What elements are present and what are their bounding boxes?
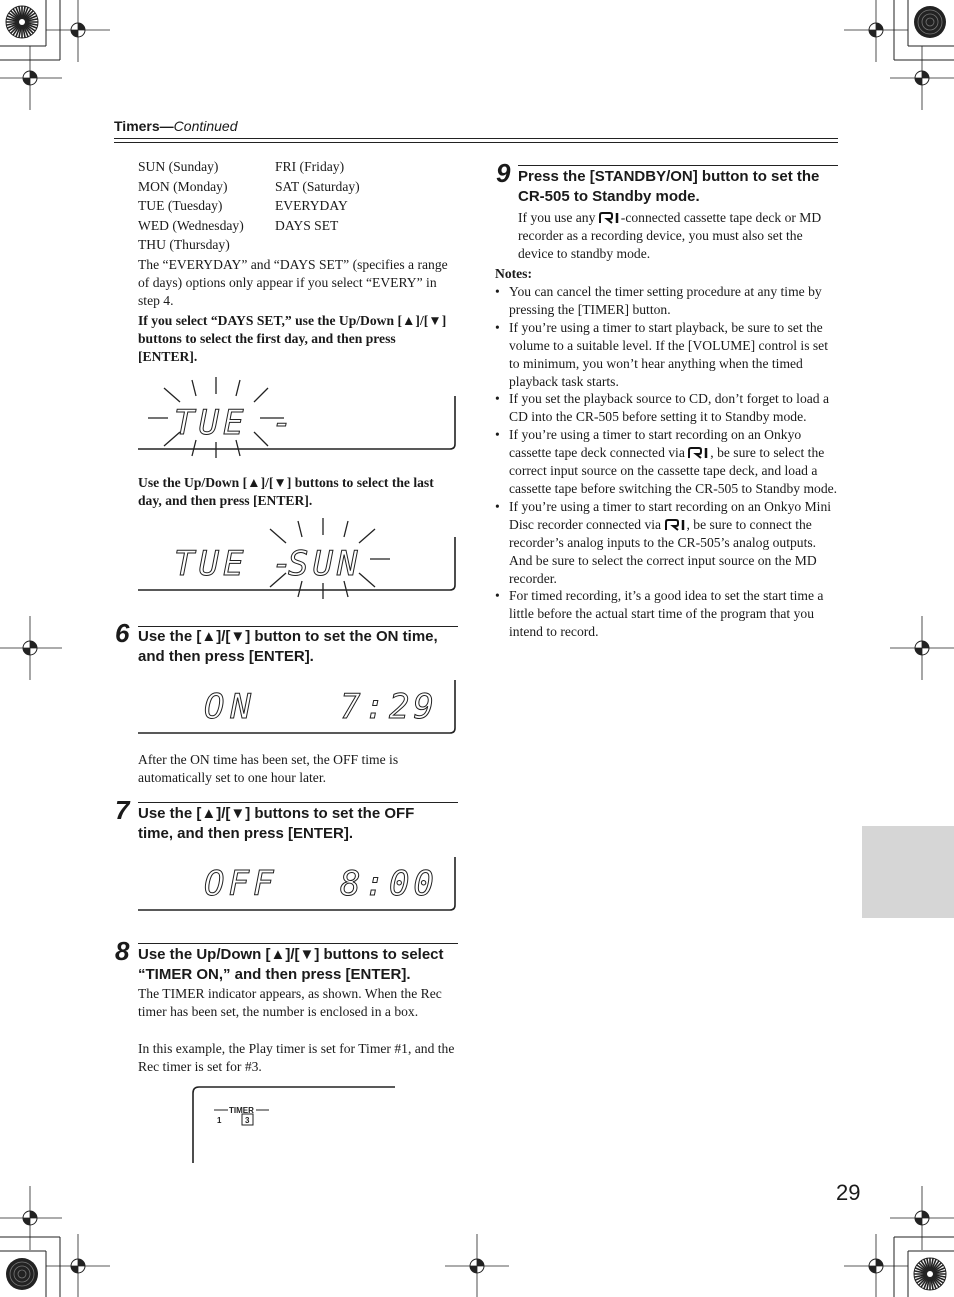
step-9-text-before: If you use any [518,210,599,225]
day-item: WED (Wednesday) [138,217,244,233]
day-list-right [275,157,415,235]
step-6-text: After the ON time has been set, the OFF time is automatically set to one hour later. [138,752,399,785]
note-item [495,498,841,588]
day-item: DAYS SET [275,217,339,233]
day-item: EVERYDAY [275,198,348,213]
lcd-off-label: OFF [204,864,278,904]
day-item: TUE (Tuesday) [138,198,223,213]
step-7-number: 7 [115,795,130,825]
page-number: 29 [836,1180,861,1205]
note-4-part-2: , be sure to select the correct input source on the cassette tape deck, and load a cassette tape before switching the CR-505 to Standby mode. [509,445,838,496]
note-item: • If you set the playback source to CD, don’t forget to load a CD into the CR-505 before setting it to Standby mode. [495,390,841,426]
lcd-timer-indicator [190,1085,400,1165]
timer-label: TIMER [229,1106,254,1115]
step-9-number: 9 [496,158,511,188]
note-5-part-2: , be sure to connect the recorder’s analog inputs to the CR-505’s analog outputs. And be sure to select the correct input source on the MD recorder. [509,516,817,586]
lcd-off-time-value: 8:00 [340,864,438,904]
notes-heading: Notes: [495,266,532,281]
step-8-rule [138,943,458,944]
step-6-number: 6 [115,618,130,648]
lcd-on-time-value: 7:29 [340,687,438,727]
step-9-text [518,209,840,263]
timer-rec-number: 3 [245,1116,250,1125]
ri-logo-icon [688,447,710,459]
note-item [495,426,841,498]
lcd-first-day [138,374,458,460]
timer-play-number: 1 [217,1116,222,1125]
header-rule [114,138,838,139]
step-9-title: Press the [STANDBY/ON] button to set the CR-505 to Standby mode. [518,168,820,205]
ri-logo-icon [665,519,687,531]
header-rule-thin [114,142,838,143]
lcd-on-label: ON [204,687,257,727]
notes-list [495,283,841,641]
side-thumb-tab [862,826,954,918]
day-item: SAT (Saturday) [275,178,360,194]
day-item: SUN (Sunday) [138,159,219,174]
header-section: Timers— [114,118,174,134]
step-9-rule [518,165,838,166]
step-8-number: 8 [115,936,130,966]
first-day-instruction: If you select “DAYS SET,” use the Up/Down [▲]/[▼] buttons to select the first day, and then press [ENTER]. [138,313,447,364]
note-4-part-1: If you’re using a timer to start recording on an Onkyo cassette tape deck connected via [509,427,802,461]
lcd-off-time [138,855,458,915]
lcd-last-day-start-text: TUE - [174,544,297,584]
lcd-last-day-end-text: SUN [288,544,362,584]
lcd-on-time [138,678,458,738]
step-8-text-2: In this example, the Play timer is set for Timer #1, and the Rec timer is set for #3. [138,1041,455,1074]
note-item: • You can cancel the timer setting procedure at any time by pressing the [TIMER] button. [495,283,841,319]
everyday-note: The “EVERYDAY” and “DAYS SET” (specifies a range of days) options only appear if you select “EVERY” in step 4. [138,257,448,308]
day-item: FRI (Friday) [275,159,345,174]
step-8-text-1: The TIMER indicator appears, as shown. When the Rec timer has been set, the number is enclosed in a box. [138,986,442,1019]
note-5-part-1: If you’re using a timer to start recording on an Onkyo Mini Disc recorder connected via [509,498,832,532]
running-header [114,118,238,134]
note-item: • For timed recording, it’s a good idea to set the start time a little before the actual start time of the program that you intend to record. [495,587,841,641]
last-day-instruction: Use the Up/Down [▲]/[▼] buttons to select the last day, and then press [ENTER]. [138,475,434,508]
step-6-title: Use the [▲]/[▼] button to set the ON time, and then press [ENTER]. [138,628,438,665]
day-item: MON (Monday) [138,178,228,194]
lcd-first-day-text: TUE - [174,403,297,443]
header-continued: Continued [173,118,238,134]
ri-logo-icon [599,212,621,224]
step-7-rule [138,802,458,803]
note-item: • If you’re using a timer to start playback, be sure to set the volume to a suitable level. If the [VOLUME] control is set to minimum, you won’t hear anything when the timed playback task starts. [495,319,841,391]
step-8-title: Use the Up/Down [▲]/[▼] buttons to select “TIMER ON,” and then press [ENTER]. [138,946,444,983]
day-item: THU (Thursday) [138,237,230,252]
lcd-last-day [138,515,458,601]
step-9-text-after: -connected cassette tape deck or MD recorder as a recording device, you must also set the device to standby mode. [518,210,822,261]
day-list-left [138,157,273,255]
step-7-title: Use the [▲]/[▼] buttons to set the OFF time, and then press [ENTER]. [138,805,415,842]
